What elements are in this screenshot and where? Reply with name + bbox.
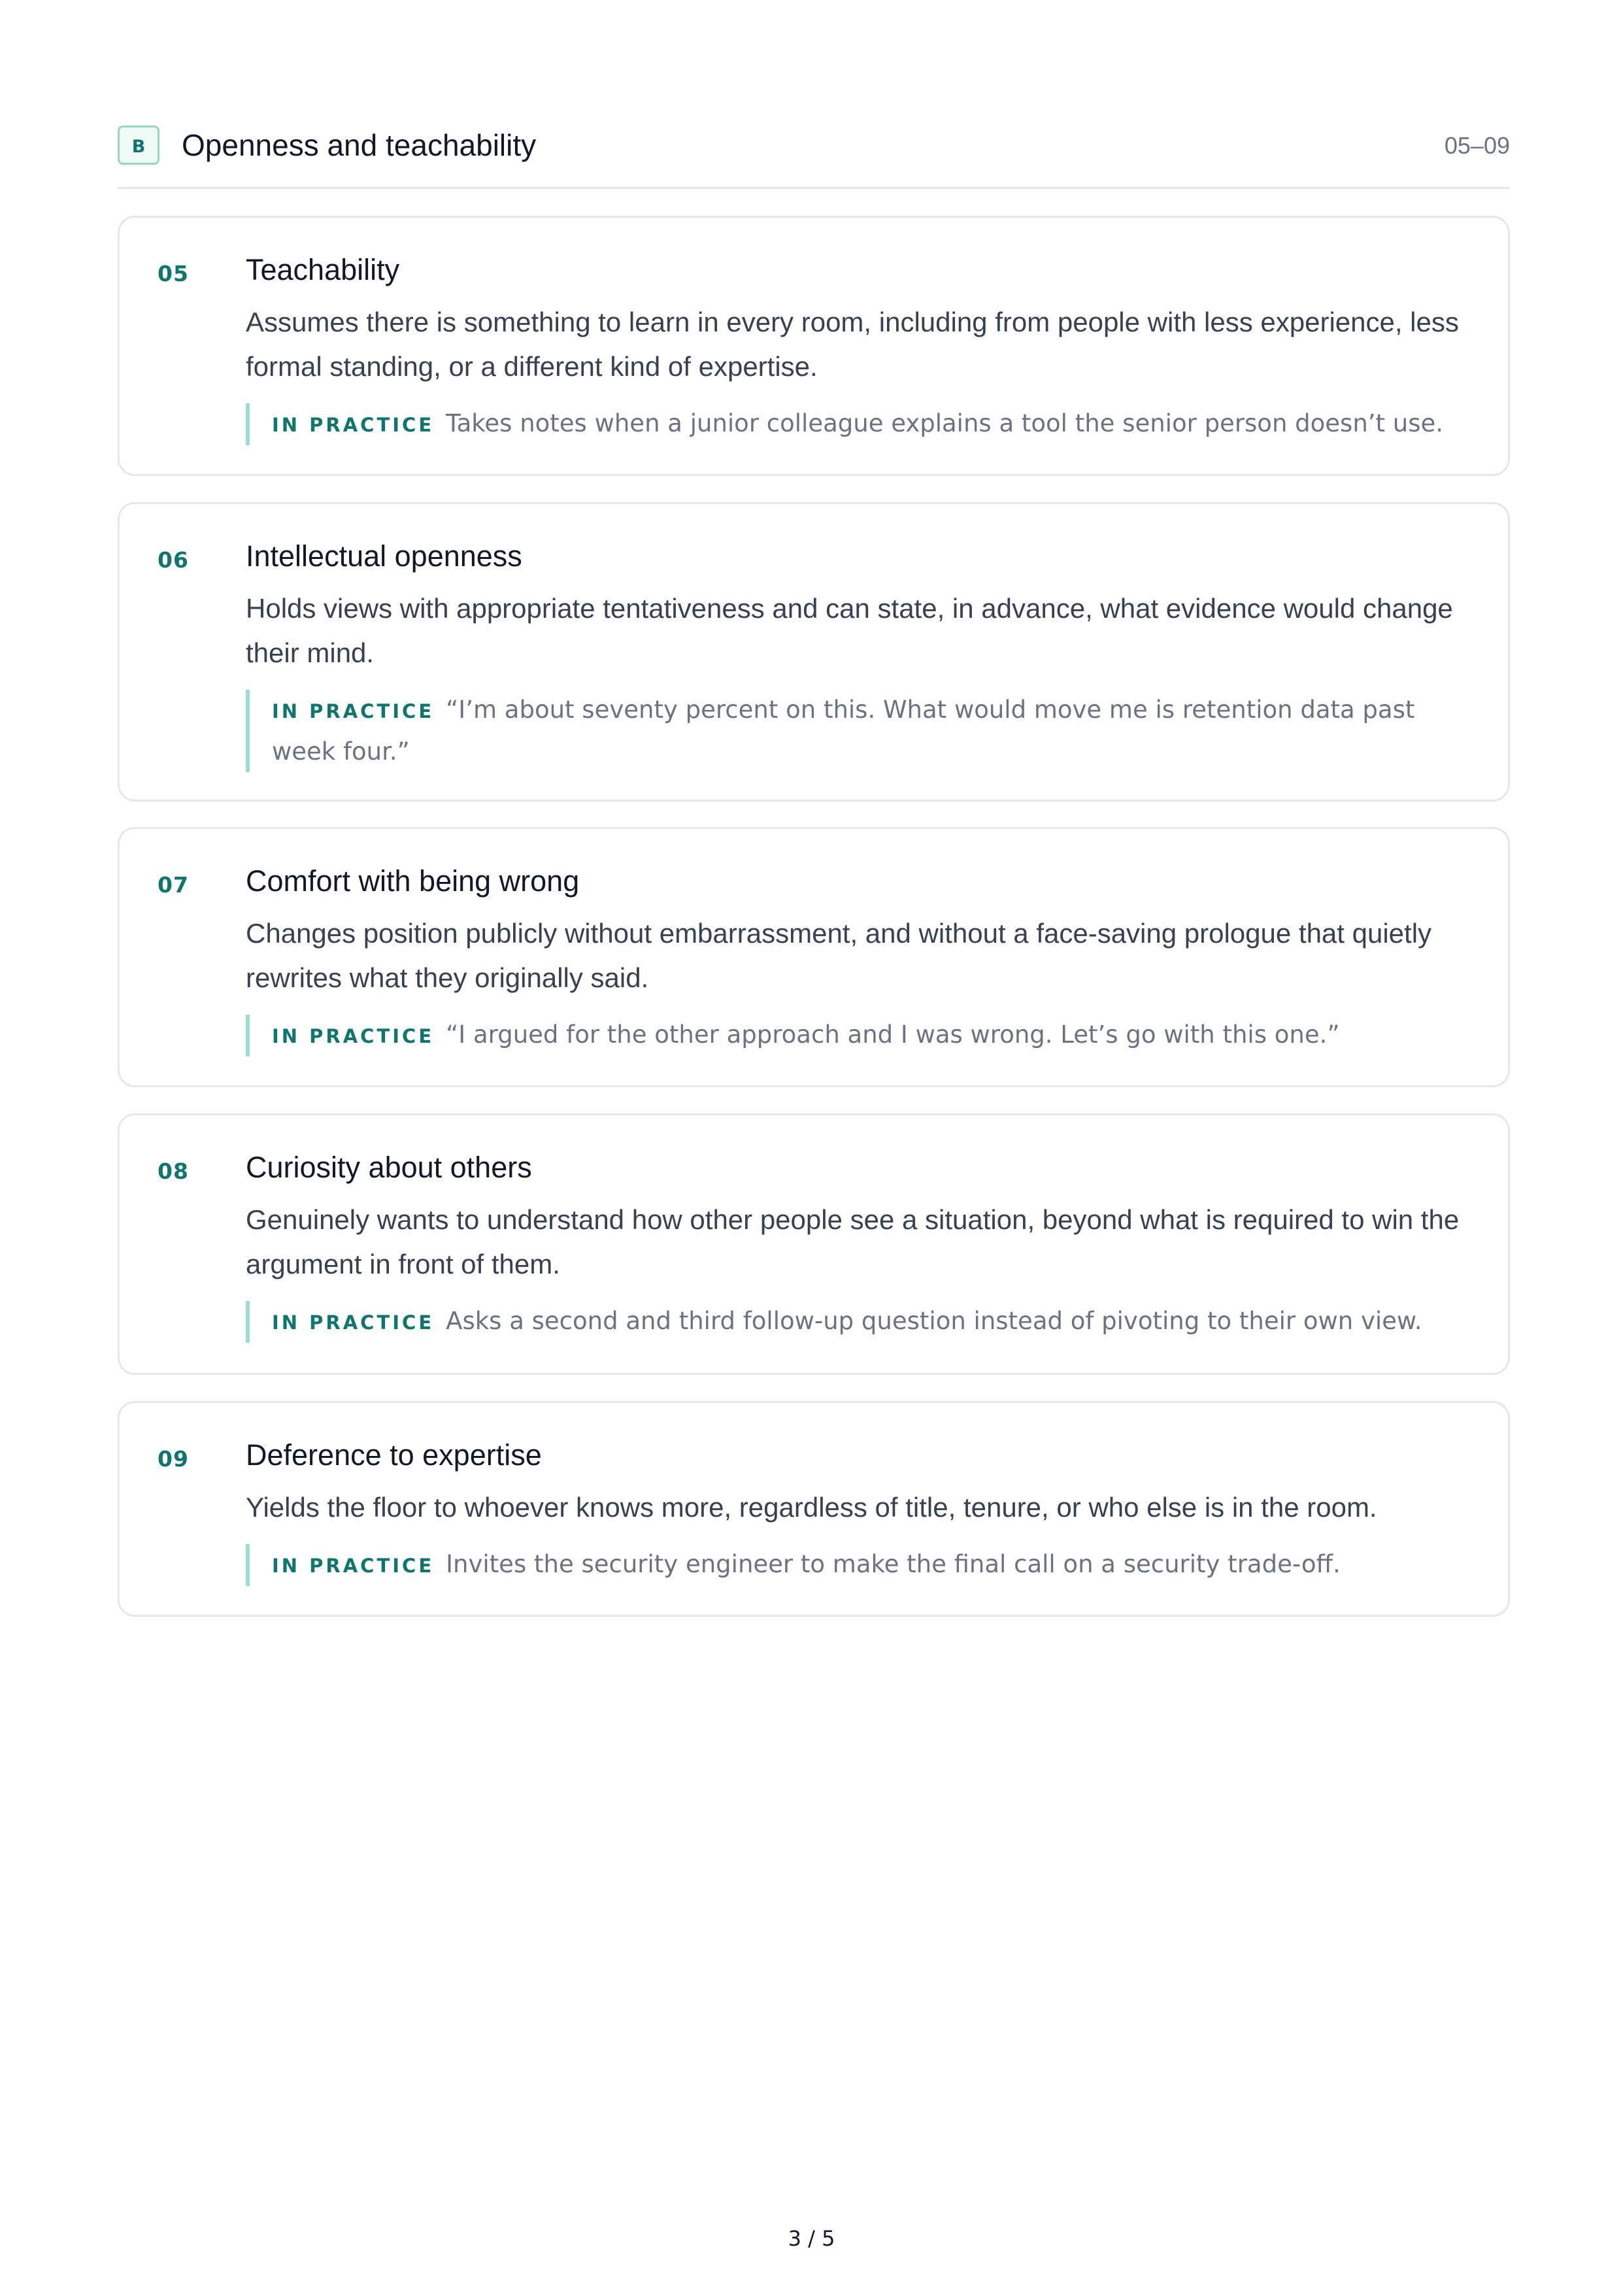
in-practice-block (246, 1301, 1455, 1343)
trait-number: 08 (158, 1158, 189, 1184)
in-practice-block (246, 1015, 1455, 1056)
in-practice-example: “I argued for the other approach and I was wrong. Let’s go with this one.” (446, 1021, 1340, 1049)
in-practice-label: IN PRACTICE (272, 700, 435, 722)
in-practice-example: Takes notes when a junior colleague explains a tool the senior person doesn’t use. (446, 409, 1444, 437)
trait-card-05 (118, 216, 1510, 476)
section-range: 05–09 (1444, 132, 1510, 159)
in-practice-example: Asks a second and third follow-up question instead of pivoting to their own view. (446, 1307, 1422, 1335)
in-practice-block (246, 1544, 1455, 1586)
trait-description: Changes position publicly without embarrassment, and without a face-saving prologue that quietly rewrites what they originally said. (246, 918, 1432, 993)
page-number: 3 / 5 (788, 2226, 835, 2251)
in-practice-label: IN PRACTICE (272, 1311, 435, 1334)
trait-description: Yields the floor to whoever knows more, regardless of title, tenure, or who else is in the room. (246, 1492, 1377, 1523)
trait-number: 09 (158, 1446, 189, 1472)
trait-card-07 (118, 827, 1510, 1087)
trait-card-09 (118, 1401, 1510, 1617)
trait-card-08 (118, 1113, 1510, 1375)
trait-description: Genuinely wants to understand how other people see a situation, beyond what is required to win the argument in front of them. (246, 1204, 1460, 1279)
section-title: Openness and teachability (182, 128, 537, 162)
trait-title: Intellectual openness (246, 539, 522, 573)
trait-title: Comfort with being wrong (246, 864, 580, 898)
in-practice-label: IN PRACTICE (272, 1025, 435, 1047)
trait-description: Assumes there is something to learn in every room, including from people with less experience, less formal standing, or a different kind of expertise. (246, 307, 1459, 382)
in-practice-label: IN PRACTICE (272, 414, 435, 436)
trait-number: 05 (158, 261, 189, 286)
trait-title: Deference to expertise (246, 1438, 542, 1472)
trait-number: 06 (158, 547, 189, 573)
trait-title: Curiosity about others (246, 1151, 532, 1184)
in-practice-example: “I’m about seventy percent on this. What would move me is retention data past week four.” (272, 696, 1415, 766)
trait-title: Teachability (246, 253, 400, 286)
in-practice-example: Invites the security engineer to make the final call on a security trade-off. (446, 1550, 1341, 1578)
trait-number: 07 (158, 872, 189, 898)
section-badge: B (118, 126, 159, 165)
in-practice-block (246, 690, 1455, 772)
trait-description: Holds views with appropriate tentativeness and can state, in advance, what evidence would change their mind. (246, 593, 1453, 668)
section-header (118, 124, 1510, 189)
in-practice-block (246, 403, 1455, 445)
trait-card-06 (118, 502, 1510, 802)
in-practice-label: IN PRACTICE (272, 1555, 435, 1577)
